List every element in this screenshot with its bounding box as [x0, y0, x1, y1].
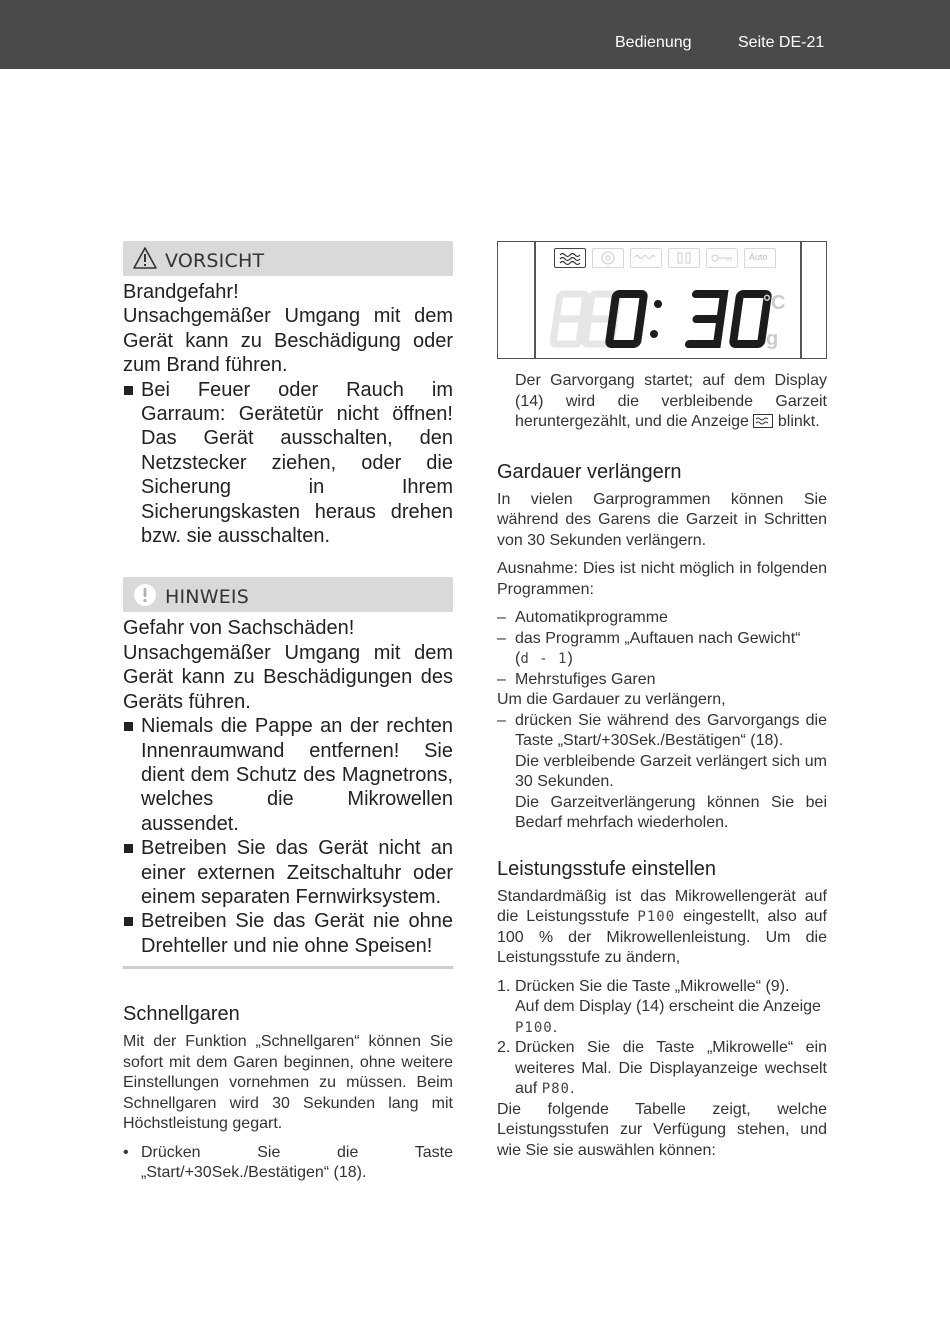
- list-item: – Mehrstufiges Garen: [497, 670, 656, 688]
- display-code: P80: [541, 1081, 570, 1097]
- display-code: P100: [637, 909, 676, 925]
- bullet-dot-icon: •: [123, 1143, 129, 1161]
- extend-body: [497, 490, 827, 834]
- list-item: – das Programm „Auftauen nach Gewicht“ (d - 1): [497, 629, 801, 667]
- paragraph: Die folgende Tabelle zeigt, welche Leistungsstufen zur Verfügung stehen, und wie Sie sie auswählen können:: [497, 1100, 827, 1159]
- caution-header: [123, 241, 453, 276]
- paragraph: In vielen Garprogrammen können Sie während des Garens die Garzeit in Schritten von 30 Sekunden verlängern.: [497, 490, 827, 549]
- caution-title: Brandgefahr!: [123, 281, 239, 303]
- auto-label: Auto: [749, 252, 768, 262]
- section-title: Bedienung: [615, 34, 692, 51]
- list-item: 2. Drücken Sie die Taste „Mikrowelle“ ein weiteres Mal. Die Displayanzeige wechselt auf P80.: [497, 1039, 827, 1097]
- paragraph: Standardmäßig ist das Mikrowellengerät auf die Leistungsstufe P100 eingestellt, also auf 100 % der Mikrowellenleistung. Um die Leistungsstufe zu ändern,: [497, 887, 828, 966]
- list-item: 1. Drücken Sie die Taste „Mikrowelle“ (9). Auf dem Display (14) erscheint die Anzeige P100.: [497, 977, 821, 1036]
- page-number: Seite DE-21: [738, 34, 825, 51]
- caution-body: [123, 280, 453, 548]
- bullet-square-icon: [124, 844, 133, 853]
- left-column: [123, 241, 453, 1184]
- display-code: d - 1: [520, 651, 568, 667]
- extend-section: [497, 461, 827, 834]
- hint-intro: Unsachgemäßer Umgang mit dem Gerät kann zu Beschädigungen des Geräts führen.: [123, 641, 453, 713]
- list-item: Bei Feuer oder Rauch im Garraum: Gerätetür nicht öffnen! Das Gerät ausschalten, den Netzstecker ziehen, oder die Sicherung in Ihrem Sicherungskasten heraus drehen bzw. sie ausschalten.: [123, 378, 453, 549]
- oven-display: [497, 241, 827, 359]
- hint-title: Gefahr von Sachschäden!: [123, 617, 355, 640]
- hint-box: [123, 577, 453, 969]
- bullet-square-icon: [124, 722, 133, 731]
- paragraph: Mit der Funktion „Schnellgaren“ können Sie sofort mit dem Garen beginnen, ohne weitere Einstellungen vornehmen zu müssen. Beim Schnellgaren wird 30 Sekunden lang mit Höchstleistung gegart.: [123, 1033, 453, 1133]
- hint-label: HINWEIS: [165, 586, 249, 609]
- power-body: [497, 887, 827, 1162]
- display-code: P100: [515, 1019, 553, 1036]
- caution-label: VORSICHT: [165, 250, 265, 272]
- caution-intro: Unsachgemäßer Umgang mit dem Gerät kann zu Beschädigung oder zum Brand führen.: [123, 305, 453, 377]
- list-item: • Drücken Sie die Taste „Start/+30Sek./Bestätigen“ (18).: [123, 1143, 453, 1182]
- paragraph: Um die Gardauer zu verlängern,: [497, 691, 726, 708]
- bullet-square-icon: [124, 917, 133, 926]
- section-heading: Gardauer verlängern: [497, 460, 682, 483]
- page-header: [0, 0, 950, 69]
- list-item: – Automatikprogramme: [497, 609, 668, 626]
- list-item: Betreiben Sie das Gerät nicht an einer externen Zeitschaltuhr oder einem separaten Fernwirksystem.: [123, 836, 453, 909]
- extend-steps: [497, 711, 827, 834]
- section-heading: Schnellgaren: [123, 1003, 240, 1026]
- hint-body: [123, 616, 453, 958]
- quick-body: [123, 1032, 453, 1184]
- list-item: Betreiben Sie das Gerät nie ohne Drehteller und nie ohne Speisen!: [123, 909, 453, 958]
- display-caption: Der Garvorgang startet; auf dem Display (14) wird die verbleibende Garzeit heruntergezählt, und die Anzeige blinkt.: [497, 371, 827, 435]
- list-item: Niemals die Pappe an der rechten Innenraumwand entfernen! Sie dient dem Schutz des Magnetrons, welches die Mikrowellen aussendet.: [123, 714, 453, 836]
- section-heading: Leistungsstufe einstellen: [497, 857, 717, 880]
- warning-triangle-icon: [133, 247, 157, 274]
- weight-unit: g: [766, 328, 779, 350]
- hint-list: [123, 714, 453, 958]
- quick-section: [123, 1003, 453, 1184]
- list-item: – drücken Sie während des Garvorgangs die Taste „Start/+30Sek./Bestätigen“ (18). Die verbleibende Garzeit verlängert sich um 30 Sekunden. Die Garzeitverlängerung können Sie bei Bedarf mehrfach wiederholen.: [497, 711, 827, 831]
- hint-header: [123, 577, 453, 612]
- temp-unit: °C: [763, 292, 786, 314]
- exclamation-circle-icon: [133, 583, 157, 612]
- right-column: [497, 241, 827, 1161]
- caution-list: [123, 378, 453, 549]
- quick-steps: [123, 1143, 453, 1184]
- paragraph: Ausnahme: Dies ist nicht möglich in folgenden Programmen:: [497, 560, 827, 598]
- power-section: [497, 858, 827, 1162]
- power-steps: [497, 977, 827, 1100]
- microwave-icon: [753, 414, 773, 435]
- divider: [123, 966, 453, 969]
- exception-list: [497, 608, 827, 690]
- caution-box: [123, 241, 453, 548]
- bullet-square-icon: [124, 386, 133, 395]
